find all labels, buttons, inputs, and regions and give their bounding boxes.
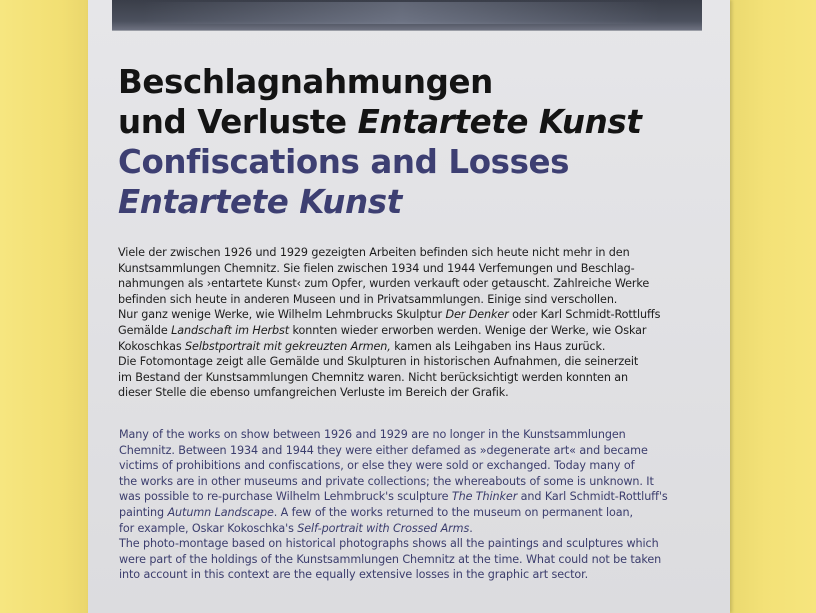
en-seg: . <box>469 521 473 535</box>
photo-montage-edge <box>112 0 702 31</box>
en-artwork-title: Self-portrait with Crossed Arms <box>297 521 470 535</box>
en-line: Chemnitz. Between 1934 and 1944 they were either defamed as »degenerate art« and became <box>119 443 648 457</box>
de-seg: Gemälde <box>118 323 172 337</box>
heading-de-line1: Beschlagnahmungen <box>118 63 493 101</box>
de-line <box>118 307 718 323</box>
heading-de-line2-plain: und Verluste <box>118 103 358 141</box>
en-seg: for example, Oskar Kokoschka's <box>119 521 298 535</box>
heading-english <box>118 142 718 222</box>
de-line: befinden sich heute in anderen Museen und in Privatsammlungen. Einige sind verschollen. <box>118 292 618 306</box>
de-seg: konnten wieder erworben werden. Wenige der Werke, wie Oskar <box>289 323 647 337</box>
heading-german <box>118 62 718 142</box>
en-line: Many of the works on show between 1926 and 1929 are no longer in the Kunstsammlungen <box>119 428 626 441</box>
en-line: The photo-montage based on historical photographs shows all the paintings and sculptures which <box>119 537 659 551</box>
heading-de-line2 <box>118 102 718 142</box>
en-seg: painting <box>119 505 168 519</box>
en-line: were part of the holdings of the Kunstsammlungen Chemnitz at the time. What could not be taken <box>119 552 662 566</box>
photo-highlight <box>142 2 662 24</box>
de-artwork-title: Landschaft im Herbst <box>171 323 290 337</box>
de-seg: oder Karl Schmidt-Rottluffs <box>508 308 661 322</box>
en-artwork-title: Autumn Landscape <box>167 505 274 519</box>
de-artwork-title: Selbstportrait mit gekreuzten Armen, <box>185 339 391 353</box>
yellow-wall-left <box>0 0 88 613</box>
de-seg: kamen als Leihgaben ins Haus zurück. <box>390 339 606 353</box>
de-line: nahmungen als ›entartete Kunst‹ zum Opfer, wurden verkauft oder getauscht. Zahlreiche Werke <box>118 277 650 291</box>
en-seg: . A few of the works returned to the museum on permanent loan, <box>273 505 633 519</box>
de-line: im Bestand der Kunstsammlungen Chemnitz waren. Nicht berücksichtigt werden konnten an <box>118 370 629 384</box>
de-line: Kunstsammlungen Chemnitz. Sie fielen zwischen 1934 und 1944 Verfemungen und Beschlag- <box>118 261 635 275</box>
de-seg: Kokoschkas <box>118 339 186 353</box>
heading-en-line2 <box>118 182 718 222</box>
heading-en-line2-italic: Entartete Kunst <box>118 183 402 221</box>
yellow-wall-right <box>730 0 816 613</box>
de-line: Die Fotomontage zeigt alle Gemälde und Skulpturen in historischen Aufnahmen, die seinerzeit <box>118 355 639 369</box>
en-seg: was possible to re-purchase Wilhelm Lehmbruck's sculpture <box>119 490 452 504</box>
en-line <box>119 521 719 537</box>
de-artwork-title: Der Denker <box>445 308 509 322</box>
en-line: into account in this context are the equally extensive losses in the graphic art sector. <box>119 568 589 582</box>
body-text-english <box>119 427 719 583</box>
de-line <box>118 339 718 355</box>
en-seg: and Karl Schmidt-Rottluff's <box>517 490 668 504</box>
en-line: victims of prohibitions and confiscations, or else they were sold or exchanged. Today many of <box>119 459 635 473</box>
heading-en-line1: Confiscations and Losses <box>118 143 570 181</box>
en-line <box>119 505 719 521</box>
en-line: the works are in other museums and private collections; the whereabouts of some is unknown. It <box>119 474 654 488</box>
body-text-german <box>118 245 718 401</box>
de-seg: Nur ganz wenige Werke, wie Wilhelm Lehmbrucks Skulptur <box>118 308 446 322</box>
en-artwork-title: The Thinker <box>451 490 518 504</box>
de-line: dieser Stelle die ebenso umfangreichen Verluste im Bereich der Grafik. <box>118 386 509 400</box>
heading-de-line2-italic: Entartete Kunst <box>357 103 642 141</box>
en-line <box>119 489 719 505</box>
de-line <box>118 323 718 339</box>
de-line: Viele der zwischen 1926 und 1929 gezeigten Arbeiten befinden sich heute nicht mehr in den <box>118 246 630 259</box>
